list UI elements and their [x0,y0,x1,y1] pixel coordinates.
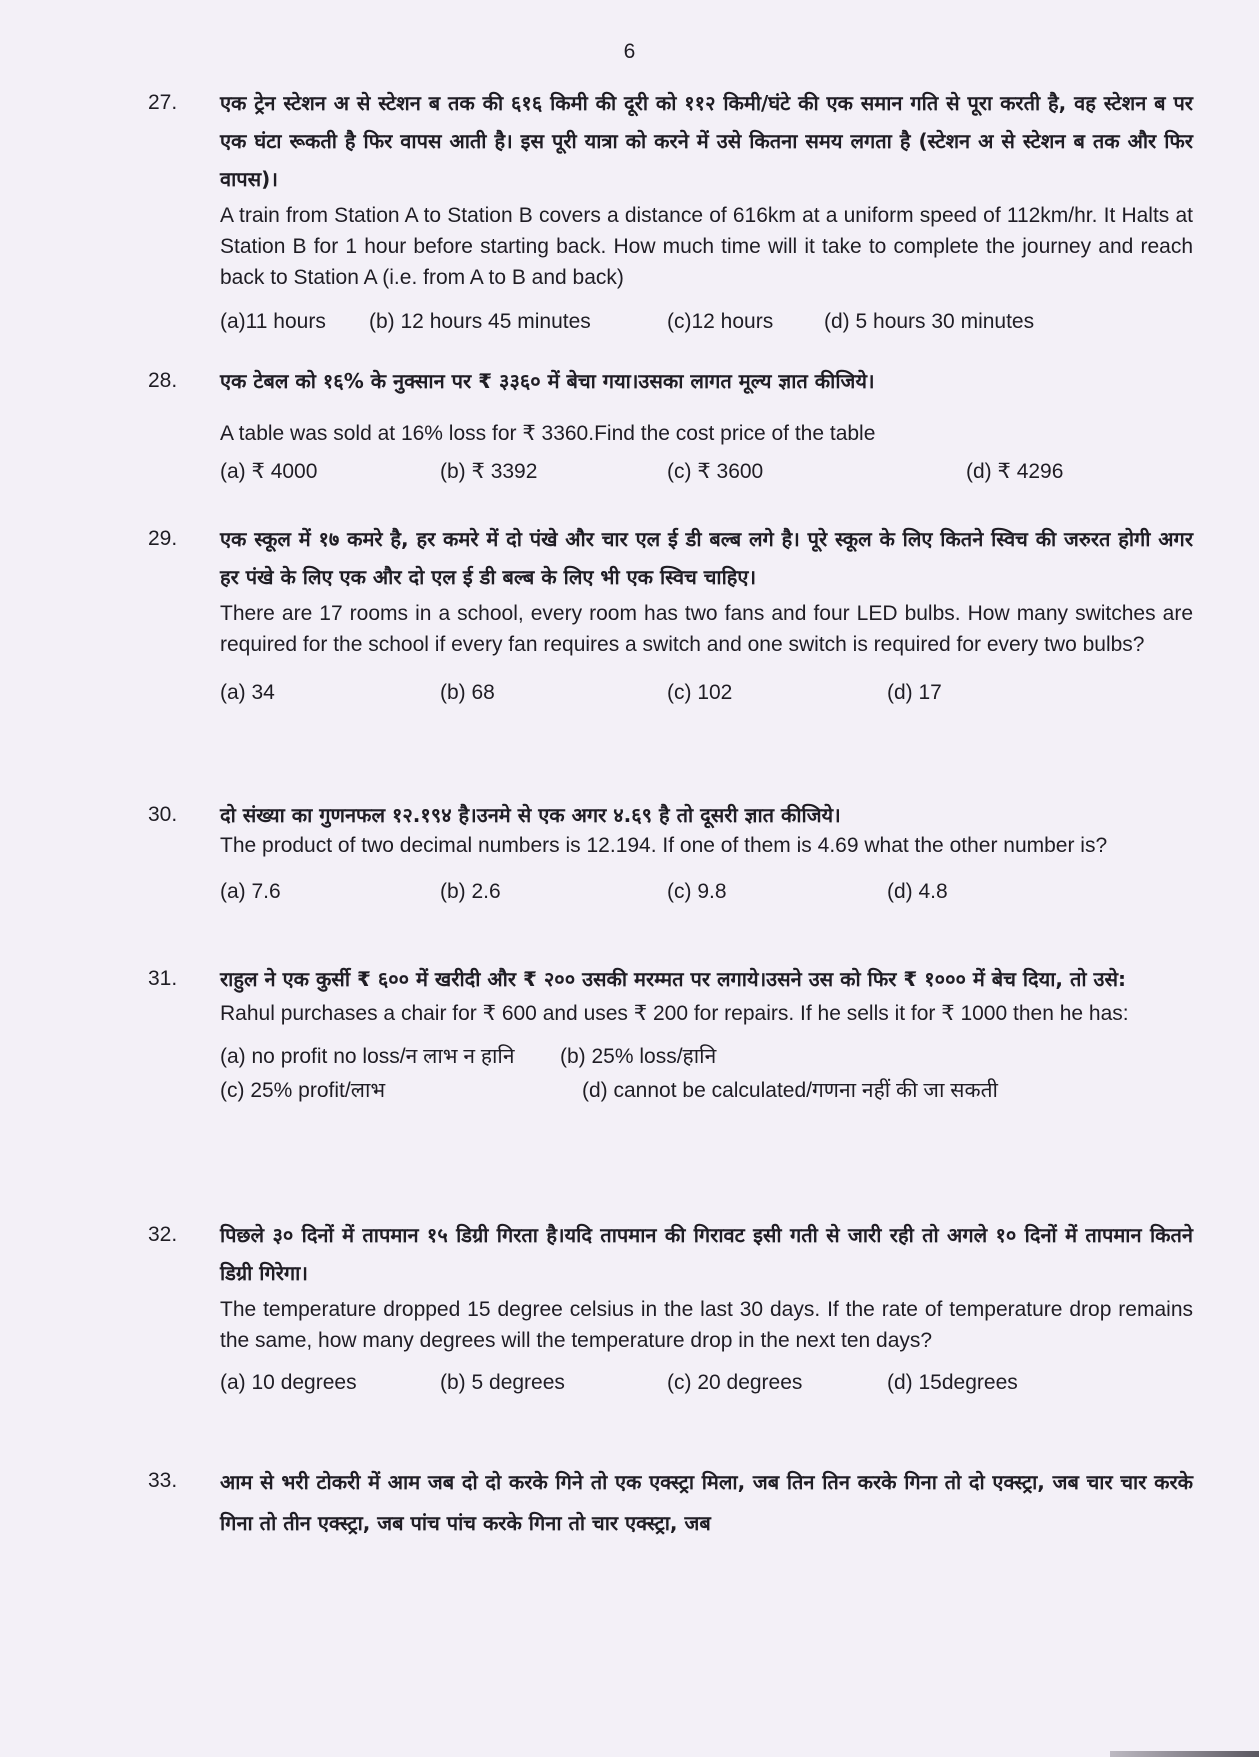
question-text-hindi: राहुल ने एक कुर्सी ₹ ६०० में खरीदी और ₹ २०० उसकी मरम्मत पर लगाये।उसने उस को फिर ₹ १००० में बेच दिया, तो उसे: [220,967,1127,991]
question-text-hindi: दो संख्या का गुणनफल १२.१९४ है।उनमे से एक अगर ४.६९ है तो दूसरी ज्ञात कीजिये। [220,803,841,827]
option-d[interactable]: (d) 17 [887,681,942,704]
option-c[interactable]: (c) 25% profit/लाभ [220,1079,386,1102]
option-c[interactable]: (c) ₹ 3600 [667,460,764,483]
question-text-hindi: एक ट्रेन स्टेशन अ से स्टेशन ब तक की ६१६ किमी की दूरी को ११२ किमी/घंटे की एक समान गति से पूरा करती है, वह स्टेशन ब पर एक घंटा रूकती है फिर वापस आती है। इस पूरी यात्रा को करने में उसे कितना समय लगता है (स्टेशन अ से स्टेशन ब तक और फिर वापस)। [220,91,1193,191]
options-row [220,1368,1193,1398]
question-text-hindi: आम से भरी टोकरी में आम जब दो दो करके गिने तो एक एक्स्ट्रा मिला, जब तिन तिन करके गिना तो दो एक्स्ट्रा, जब चार चार करके गिना तो तीन एक्स्ट्रा, जब पांच पांच करके गिना तो चार एक्स्ट्रा, जब [220,1470,1193,1535]
question-number: 32. [148,1223,178,1246]
question-33 [148,1462,1193,1544]
option-c[interactable]: (c)12 hours [667,310,774,333]
option-c[interactable]: (c) 102 [667,681,733,704]
option-a[interactable]: (a) 34 [220,681,275,704]
options-row [220,1075,1193,1109]
option-b[interactable]: (b) 2.6 [440,880,501,903]
option-b[interactable]: (b) 68 [440,681,495,704]
question-28 [148,362,1193,487]
option-c[interactable]: (c) 20 degrees [667,1371,803,1394]
option-d[interactable]: (d) 5 hours 30 minutes [824,310,1035,333]
question-text-english: A table was sold at 16% loss for ₹ 3360.Find the cost price of the table [220,422,876,445]
options-row [220,1041,1193,1075]
option-a[interactable]: (a)11 hours [220,310,326,333]
options-row [220,307,1193,337]
option-b[interactable]: (b) ₹ 3392 [440,460,538,483]
option-d[interactable]: (d) ₹ 4296 [966,460,1064,483]
option-b[interactable]: (b) 25% loss/हानि [560,1045,717,1068]
page-number: 6 [623,40,636,63]
question-number: 31. [148,967,178,990]
options-row [220,678,1193,708]
options-row [220,877,1193,907]
option-c[interactable]: (c) 9.8 [667,880,727,903]
question-text-hindi: पिछले ३० दिनों में तापमान १५ डिग्री गिरता है।यदि तापमान की गिरावट इसी गती से जारी रही तो अगले १० दिनों में तापमान कितने डिग्री गिरेगा। [220,1223,1193,1285]
question-29 [148,520,1193,708]
question-30 [148,796,1193,907]
options-row [220,457,1193,487]
question-number: 29. [148,527,178,550]
page-edge [1110,1751,1259,1757]
option-d[interactable]: (d) 15degrees [887,1371,1018,1394]
option-a[interactable]: (a) 7.6 [220,880,281,903]
question-text-hindi: एक स्कूल में १७ कमरे है, हर कमरे में दो पंखे और चार एल ई डी बल्ब लगे है। पूरे स्कूल के लिए कितने स्विच की जरुरत होगी अगर हर पंखे के लिए एक और दो एल ई डी बल्ब के लिए भी एक स्विच चाहिए। [220,527,1193,589]
option-b[interactable]: (b) 12 hours 45 minutes [369,310,591,333]
question-31 [148,960,1193,1109]
option-d[interactable]: (d) cannot be calculated/गणना नहीं की जा सकती [582,1079,998,1102]
option-d[interactable]: (d) 4.8 [887,880,948,903]
question-number: 28. [148,369,178,392]
option-a-label: (a) no profit no loss/न लाभ न हानि [220,1045,515,1068]
question-number: 33. [148,1469,178,1492]
question-number: 27. [148,91,178,114]
option-b[interactable]: (b) 5 degrees [440,1371,565,1394]
question-text-english: The product of two decimal numbers is 12.194. If one of them is 4.69 what the other number is? [220,834,1108,857]
question-32 [148,1216,1193,1398]
question-text-english: A train from Station A to Station B covers a distance of 616km at a uniform speed of 112km/hr. It Halts at Station B for 1 hour before starting back. How much time will it take to complete the journey and reach back to Station A (i.e. from A to B and back) [220,204,1193,289]
question-number: 30. [148,803,178,826]
question-27 [148,84,1193,337]
question-text-english: There are 17 rooms in a school, every room has two fans and four LED bulbs. How many switches are required for the school if every fan requires a switch and one switch is required for every two bulbs? [220,602,1193,656]
question-text-hindi: एक टेबल को १६% के नुक्सान पर ₹ ३३६० में बेचा गया।उसका लागत मूल्य ज्ञात कीजिये। [220,369,875,393]
question-text-english: Rahul purchases a chair for ₹ 600 and uses ₹ 200 for repairs. If he sells it for ₹ 1000 then he has: [220,1002,1129,1025]
option-a[interactable]: (a) ₹ 4000 [220,460,318,483]
option-a[interactable] [220,1041,515,1073]
option-a[interactable]: (a) 10 degrees [220,1371,357,1394]
question-text-english: The temperature dropped 15 degree celsius in the last 30 days. If the rate of temperature drop remains the same, how many degrees will the temperature drop in the next ten days? [220,1298,1193,1352]
